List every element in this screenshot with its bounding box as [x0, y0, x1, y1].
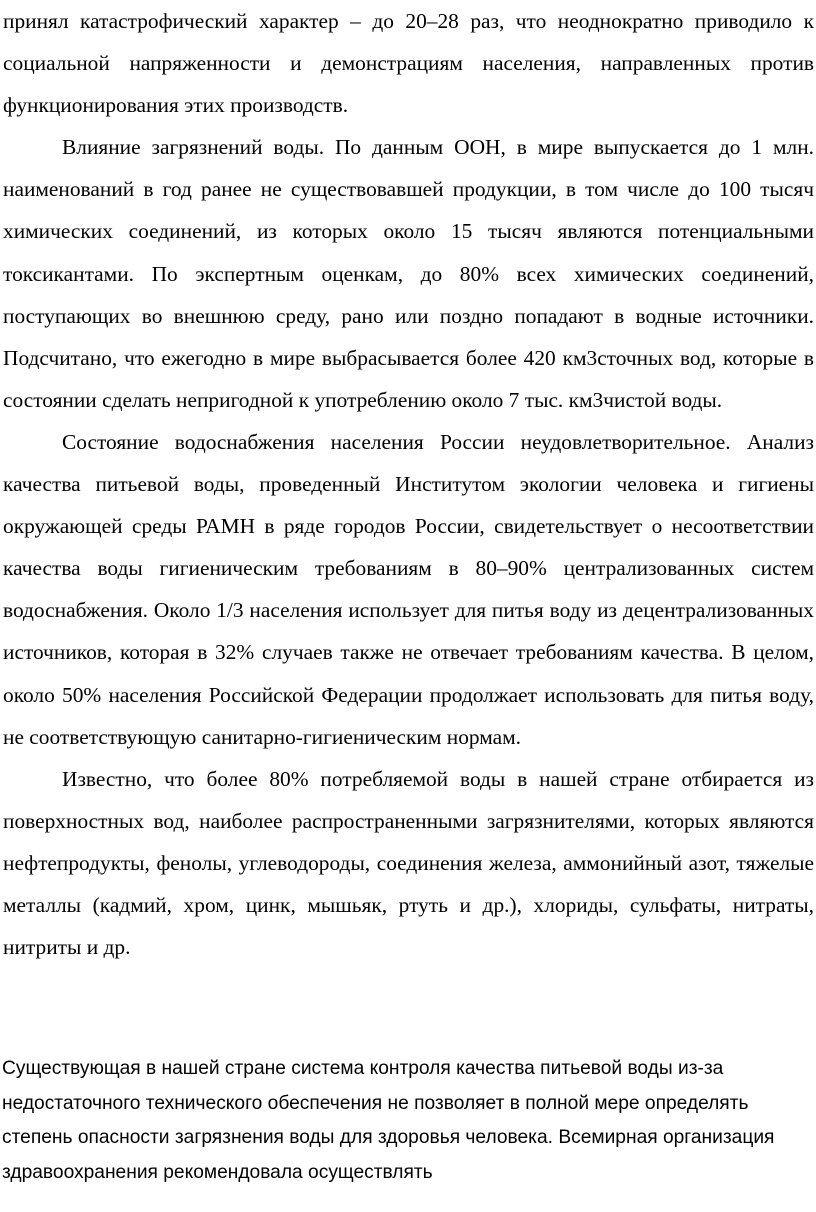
paragraph-quality-control: Существующая в нашей стране система контроля качества питьевой воды из-за недостаточного технического обеспечения не позволяет в полной мере определять степень опасности загрязнения воды для здоровья человека. Всемирная организация здравоохранения рекомендовала осуществлять — [2, 1058, 775, 1183]
body-text-sans — [2, 1052, 814, 1190]
paragraph-continuation: принял катастрофический характер – до 20–28 раз, что неоднократно приводило к социальной напряженности и демонстрациям населения, направленных против функционирования этих производств. — [3, 9, 814, 118]
paragraph-surface-water: Известно, что более 80% потребляемой воды в нашей стране отбирается из поверхностных вод, наиболее распространенными загрязнителями, которых являются нефтепродукты, фенолы, углеводороды, соединения железа, аммонийный азот, тяжелые металлы (кадмий, хром, цинк, мышьяк, ртуть и др.), хлориды, сульфаты, нитраты, нитриты и др. — [3, 766, 814, 960]
body-text — [3, 0, 814, 968]
paragraph-water-pollution: Влияние загрязнений воды. По данным ООН, в мире выпускается до 1 млн. наименований в год ранее не существовавшей продукции, в том числе до 100 тысяч химических соединений, из которых около 15 тысяч являются потенциальными токсикантами. По экспертным оценкам, до 80% всех химических соединений, поступающих во внешнюю среду, рано или поздно попадают в водные источники. Подсчитано, что ежегодно в мире выбрасывается более 420 км3сточных вод, которые в состоянии сделать непригодной к употреблению около 7 тыс. км3чистой воды. — [3, 135, 814, 412]
paragraph-water-supply-russia: Состояние водоснабжения населения России неудовлетворительное. Анализ качества питьевой воды, проведенный Институтом экологии человека и гигиены окружающей среды РАМН в ряде городов России, свидетельствует о несоответствии качества воды гигиеническим требованиям в 80–90% централизованных систем водоснабжения. Около 1/3 населения использует для питья воду из децентрализованных источников, которая в 32% случаев также не отвечает требованиям качества. В целом, около 50% населения Российской Федерации продолжает использовать для питья воду, не соответствующую санитарно-гигиеническим нормам. — [3, 429, 814, 749]
